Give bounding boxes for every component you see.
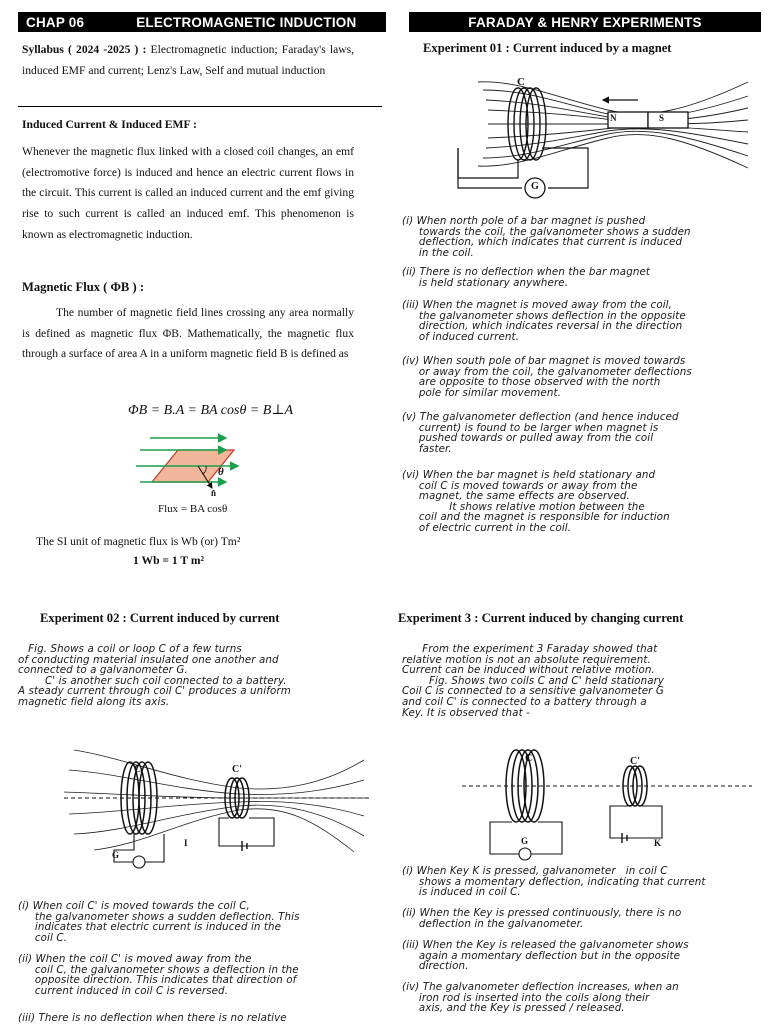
exp2-observation: (ii) When the coil C' is moved away from the coil C, the galvanometer shows a deflection in the opposite direction. This indicates that direction of current induced in coil C is reversed. [18,953,299,997]
exp3-key-label: K [654,838,662,848]
exp1-observation: (vi) When the bar magnet is held stationary and coil C is moved towards or away from the magnet, the same effects are observed. It shows relative motion between the coil and the magnet is responsible for induction of electric current in the coil. [402,469,670,534]
flux-caption: Flux = BA cosθ [158,503,228,515]
exp3-observation: (i) When Key K is pressed, galvanometer in coil C shows a momentary deflection, indicating that current is induced in coil C. [402,865,706,899]
wb-equation: 1 Wb = 1 T m² [133,554,204,567]
induced-text: Whenever the magnetic flux linked with a closed coil changes, an emf (electromotive force) is induced and hence an electric current flows in the circuit. This current is called an induced current and the emf giving rise to such current is called an induced emf. This phenomenon is known as electromagnetic induction. [22,145,354,241]
exp3-galvanometer-label: G [521,836,529,846]
syllabus [22,40,354,81]
section-title: FARADAY & HENRY EXPERIMENTS [468,14,702,30]
syllabus-label: Syllabus ( 2024 -2025 ) : [22,43,147,56]
section-header-bar [409,12,761,32]
exp2-coil2-label: C' [232,764,242,775]
exp3-coil-label: C [525,753,533,764]
exp1-observation: (iii) When the magnet is moved away from the coil, the galvanometer shows deflection in the opposite direction, which indicates reversal in the direction of induced current. [402,299,686,343]
exp2-title: Experiment 02 : Current induced by current [40,611,280,625]
exp2-observation: (i) When coil C' is moved towards the coil C, the galvanometer shows a sudden deflection. This indicates that electric current is induced in the coil C. [18,900,300,944]
exp3-title: Experiment 3 : Current induced by changing current [398,611,684,625]
exp3-observation: (ii) When the Key is pressed continuously, there is no deflection in the galvanometer. [402,907,682,930]
flux-normal: n̂ [211,488,217,498]
flux-text: The number of magnetic field lines crossing any area normally is defined as magnetic flux ΦB. Mathematically, the magnetic flux through a surface of area A in a uniform magnetic field B is defined as [22,306,354,361]
flux-theta: θ [218,466,224,478]
exp2-observation: (iii) There is no deflection when there is no relative [18,1012,287,1024]
flux-heading: Magnetic Flux ( ΦB ) : [22,280,145,294]
exp1-south-label: S [659,113,665,123]
chapter-number: CHAP 06 [26,14,85,30]
exp3-observation: (iv) The galvanometer deflection increases, when an iron rod is inserted into the coils along their axis, and the Key is pressed / released. [402,981,679,1015]
exp1-observation: (ii) There is no deflection when the bar magnet is held stationary anywhere. [402,266,651,289]
exp1-north-label: N [610,113,617,123]
induced-heading: Induced Current & Induced EMF : [22,118,197,131]
chapter-title: ELECTROMAGNETIC INDUCTION [136,14,357,30]
exp1-galvanometer-label: G [531,181,539,192]
syllabus-text: Electromagnetic induction; Faraday's laws, induced EMF and current; Lenz's Law, Self and mutual induction [22,43,354,77]
si-unit: The SI unit of magnetic flux is Wb (or) Tm² [36,535,241,548]
exp3-coil2-label: C' [630,756,640,767]
flux-figure [130,430,250,510]
exp1-coil-label: C [517,76,525,88]
exp2-galvanometer-label: G [112,850,120,860]
chapter-header-bar [18,12,386,32]
divider [18,106,382,107]
exp1-observation: (i) When north pole of a bar magnet is pushed towards the coil, the galvanometer shows a sudden deflection, which indicates that current is induced in the coil. [402,215,691,259]
exp1-observation: (v) The galvanometer deflection (and hence induced current) is found to be larger when magnet is pushed towards or pulled away from the coil faster. [402,411,679,455]
exp3-diagram [462,746,752,866]
exp2-diagram [64,740,374,870]
flux-formula: ΦB = B.A = BA cosθ = B⊥A [128,403,294,418]
exp3-observation: (iii) When the Key is released the galvanometer shows again a momentary deflection but in the opposite direction. [402,939,689,973]
exp2-current-label: I [184,838,188,848]
exp1-observation: (iv) When south pole of bar magnet is moved towards or away from the coil, the galvanometer deflections are opposite to those observed with the north pole for similar movement. [402,355,692,399]
exp1-title: Experiment 01 : Current induced by a magnet [423,41,672,55]
exp2-intro: Fig. Shows a coil or loop C of a few turns of conducting material insulated one another and connected to a galvanometer G. C' is another such coil connected to a battery. A steady current through coil C' produces a uniform magnetic field along its axis. [18,643,291,708]
exp2-coil-label: C [134,764,142,775]
exp3-intro: From the experiment 3 Faraday showed that relative motion is not an absolute requirement. Current can be induced without relative motion. Fig. Shows two coils C and C' held stationary Coil C is connected to a sensitive galvanometer G and coil C' is connected to a battery through a Key. It is observed that - [402,643,665,719]
exp1-diagram [438,70,758,208]
